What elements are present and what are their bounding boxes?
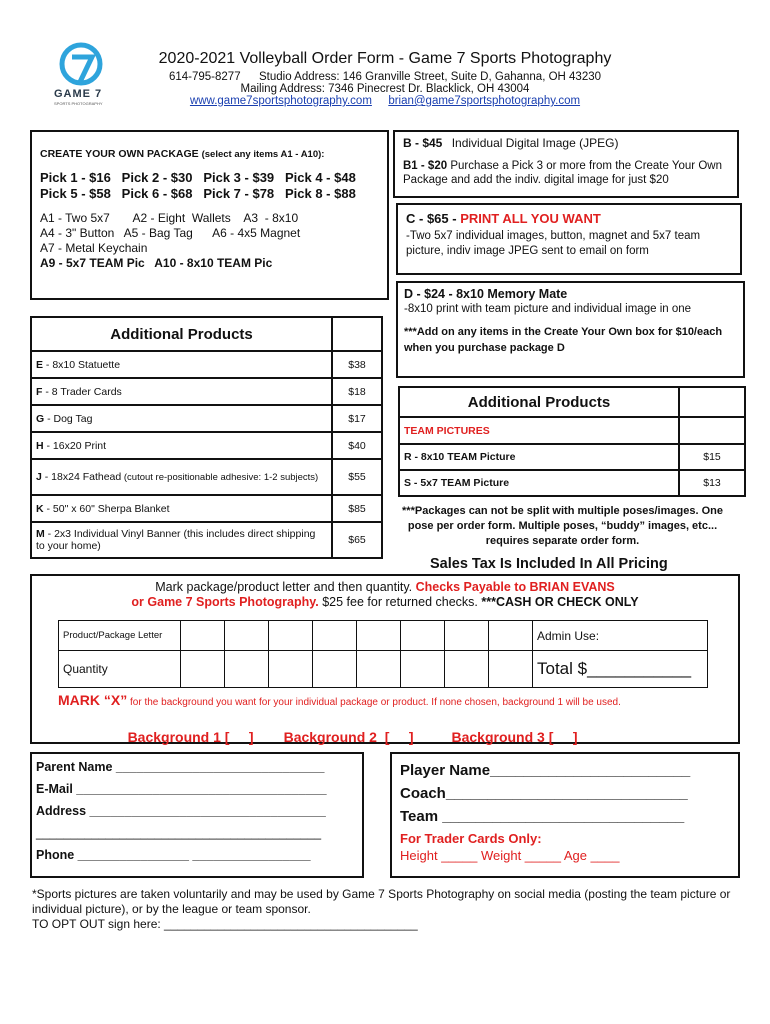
quantity-label: Quantity <box>59 651 181 688</box>
product-letter-label: Product/Package Letter <box>59 621 181 651</box>
product-price: $55 <box>332 459 382 495</box>
product-description <box>31 351 332 378</box>
product-code: H <box>36 439 44 452</box>
package-d-box <box>396 281 745 378</box>
product-cell[interactable] <box>489 621 533 651</box>
product-price: $85 <box>332 495 382 522</box>
logo <box>46 40 136 110</box>
product-cell[interactable] <box>401 621 445 651</box>
product-s-label: S - 5x7 TEAM Picture <box>399 470 679 496</box>
order-grid <box>58 620 708 688</box>
package-b-box <box>393 130 739 198</box>
package-d-title: D - $24 - 8x10 Memory Mate <box>404 287 568 301</box>
product-price: $17 <box>332 405 382 432</box>
product-label: - 8 Trader Cards <box>42 385 122 398</box>
packages-note: ***Packages can not be split with multiple poses/images. One pose per order form. Multiple poses, “buddy” images, etc... requires separate order form. <box>402 505 723 547</box>
logo-subtext: SPORTS PHOTOGRAPHY <box>54 101 103 106</box>
header <box>150 50 620 107</box>
address-field[interactable]: Address __________________________________ <box>36 804 326 818</box>
order-box <box>30 574 740 744</box>
player-name-field[interactable]: Player Name________________________ <box>400 762 691 779</box>
product-code: E <box>36 358 44 371</box>
footer <box>32 887 732 932</box>
product-code: G <box>36 412 45 425</box>
table-row <box>31 405 382 432</box>
additional-right-heading: Additional Products <box>399 387 679 417</box>
cash-check-only: ***CASH OR CHECK ONLY <box>481 595 639 609</box>
item-row-1: A1 - Two 5x7 A2 - Eight Wallets A3 - 8x10 <box>40 211 299 225</box>
package-c-box <box>396 203 742 275</box>
coach-field[interactable]: Coach_____________________________ <box>400 785 688 802</box>
product-note: (cutout re-positionable adhesive: 1-2 subjects) <box>121 472 319 483</box>
parent-name-field[interactable]: Parent Name ______________________________ <box>36 760 325 774</box>
product-label: - 16x20 Print <box>43 439 107 452</box>
table-row <box>31 432 382 459</box>
trader-cards-heading: For Trader Cards Only: <box>400 831 542 846</box>
background-3-option[interactable]: Background 3 [ ] <box>451 729 578 745</box>
product-r-label: R - 8x10 TEAM Picture <box>399 444 679 470</box>
table-row <box>31 459 382 495</box>
product-price: $40 <box>332 432 382 459</box>
mailing-address: Mailing Address: 7346 Pinecrest Dr. Blacklick, OH 43004 <box>240 83 530 95</box>
returned-check-fee: $25 fee for returned checks. <box>322 595 478 609</box>
email-link[interactable]: brian@game7sportsphotography.com <box>388 95 581 107</box>
additional-left-heading: Additional Products <box>31 317 332 351</box>
checks-payable: Checks Payable to BRIAN EVANS <box>415 580 615 594</box>
product-cell[interactable] <box>181 621 225 651</box>
product-cell[interactable] <box>269 621 313 651</box>
product-cell[interactable] <box>225 621 269 651</box>
product-label: - Dog Tag <box>44 412 93 425</box>
product-label: - 50" x 60" Sherpa Blanket <box>43 502 170 515</box>
quantity-cell[interactable] <box>313 651 357 688</box>
product-description <box>31 495 332 522</box>
mark-x-label: MARK “X” <box>58 692 128 708</box>
package-d-desc: -8x10 print with team picture and individual image in one <box>404 303 692 315</box>
product-price: $65 <box>332 522 382 558</box>
package-b-title: B - $45 <box>403 136 443 150</box>
address-line-2-field[interactable]: _________________________________________ <box>36 826 322 840</box>
item-row-2: A4 - 3" Button A5 - Bag Tag A6 - 4x5 Magnet <box>40 226 301 240</box>
package-b-desc: Individual Digital Image (JPEG) <box>451 136 619 150</box>
game7-logo-icon <box>46 40 136 92</box>
quantity-cell[interactable] <box>181 651 225 688</box>
product-description <box>31 522 332 558</box>
checks-payable-2: or Game 7 Sports Photography. <box>131 595 319 609</box>
phone-field[interactable]: Phone ________________ _________________ <box>36 848 311 862</box>
product-code: K <box>36 502 44 515</box>
package-c-title: C - $65 - <box>406 211 461 226</box>
product-code: F <box>36 385 43 398</box>
package-d-addon: ***Add on any items in the Create Your Own box for $10/each when you purchase package D <box>404 326 723 354</box>
background-2-option[interactable]: Background 2 [ ] <box>283 729 414 745</box>
email-field[interactable]: E-Mail ____________________________________ <box>36 782 327 796</box>
product-code: M <box>36 528 45 540</box>
product-label: - 8x10 Statuette <box>43 358 121 371</box>
team-field[interactable]: Team _____________________________ <box>400 808 685 825</box>
trader-cards-fields[interactable]: Height _____ Weight _____ Age ____ <box>400 848 620 863</box>
pick-row-1: Pick 1 - $16 Pick 2 - $30 Pick 3 - $39 Pick 4 - $48 <box>40 170 356 185</box>
item-row-3: A7 - Metal Keychain <box>40 241 148 255</box>
logo-text: GAME 7 <box>54 88 103 100</box>
additional-products-right <box>398 386 746 497</box>
table-row <box>31 495 382 522</box>
page-title: 2020-2021 Volleyball Order Form - Game 7 Sports Photography <box>158 50 612 67</box>
background-instruction: for the background you want for your individual package or product. If none chosen, background 1 will be used. <box>127 697 621 708</box>
quantity-cell[interactable] <box>401 651 445 688</box>
quantity-cell[interactable] <box>357 651 401 688</box>
table-row <box>399 470 745 496</box>
quantity-cell[interactable] <box>489 651 533 688</box>
product-label: - 2x3 Individual Vinyl Banner (this includes direct shipping to your home) <box>36 528 316 552</box>
product-description <box>31 432 332 459</box>
background-1-option[interactable]: Background 1 [ ] <box>127 729 254 745</box>
team-pictures-heading: TEAM PICTURES <box>399 417 679 444</box>
table-row <box>31 351 382 378</box>
order-instruction: Mark package/product letter and then quantity. <box>155 580 413 594</box>
table-row <box>31 378 382 405</box>
product-description <box>31 378 332 405</box>
opt-out-field[interactable]: TO OPT OUT sign here: ______________________________________ <box>32 917 418 931</box>
website-link[interactable]: www.game7sportsphotography.com <box>189 95 372 107</box>
create-package-box <box>30 130 389 300</box>
parent-info-box <box>30 752 364 878</box>
product-description <box>31 405 332 432</box>
product-cell[interactable] <box>357 621 401 651</box>
item-row-4: A9 - 5x7 TEAM Pic A10 - 8x10 TEAM Pic <box>40 256 273 270</box>
product-r-price: $15 <box>679 444 745 470</box>
studio-address: Studio Address: 146 Granville Street, Suite D, Gahanna, OH 43230 <box>259 71 602 83</box>
quantity-cell[interactable] <box>445 651 489 688</box>
quantity-cell[interactable] <box>225 651 269 688</box>
product-s-price: $13 <box>679 470 745 496</box>
product-code: J <box>36 471 42 483</box>
product-price: $18 <box>332 378 382 405</box>
pick-row-2: Pick 5 - $58 Pick 6 - $68 Pick 7 - $78 Pick 8 - $88 <box>40 186 356 201</box>
table-row <box>399 444 745 470</box>
package-c-desc: -Two 5x7 individual images, button, magnet and 5x7 team picture, indiv image JPEG sent to email on form <box>406 230 701 257</box>
product-cell[interactable] <box>445 621 489 651</box>
phone: 614-795-8277 <box>168 71 241 83</box>
product-description <box>31 459 332 495</box>
additional-products-left <box>30 316 383 559</box>
quantity-cell[interactable] <box>269 651 313 688</box>
create-package-note: (select any items A1 - A10): <box>201 149 325 160</box>
player-info-box <box>390 752 740 878</box>
product-cell[interactable] <box>313 621 357 651</box>
sales-tax-note: Sales Tax Is Included In All Pricing <box>430 556 668 572</box>
product-price: $38 <box>332 351 382 378</box>
package-b1-desc: Purchase a Pick 3 or more from the Create Your Own Package and add the indiv. digital image for just $20 <box>403 160 722 186</box>
total-field[interactable]: Total $___________ <box>533 651 708 688</box>
admin-use-cell: Admin Use: <box>533 621 708 651</box>
create-package-heading: CREATE YOUR OWN PACKAGE <box>40 148 199 160</box>
product-label: - 18x24 Fathead <box>41 471 122 483</box>
package-c-title-red: PRINT ALL YOU WANT <box>460 211 601 226</box>
table-row <box>31 522 382 558</box>
package-b1-title: B1 - $20 <box>403 160 448 172</box>
footer-disclaimer: *Sports pictures are taken voluntarily and may be used by Game 7 Sports Photography on social media (posting the team picture or individual picture), or by the league or team sponsor. <box>32 887 731 916</box>
